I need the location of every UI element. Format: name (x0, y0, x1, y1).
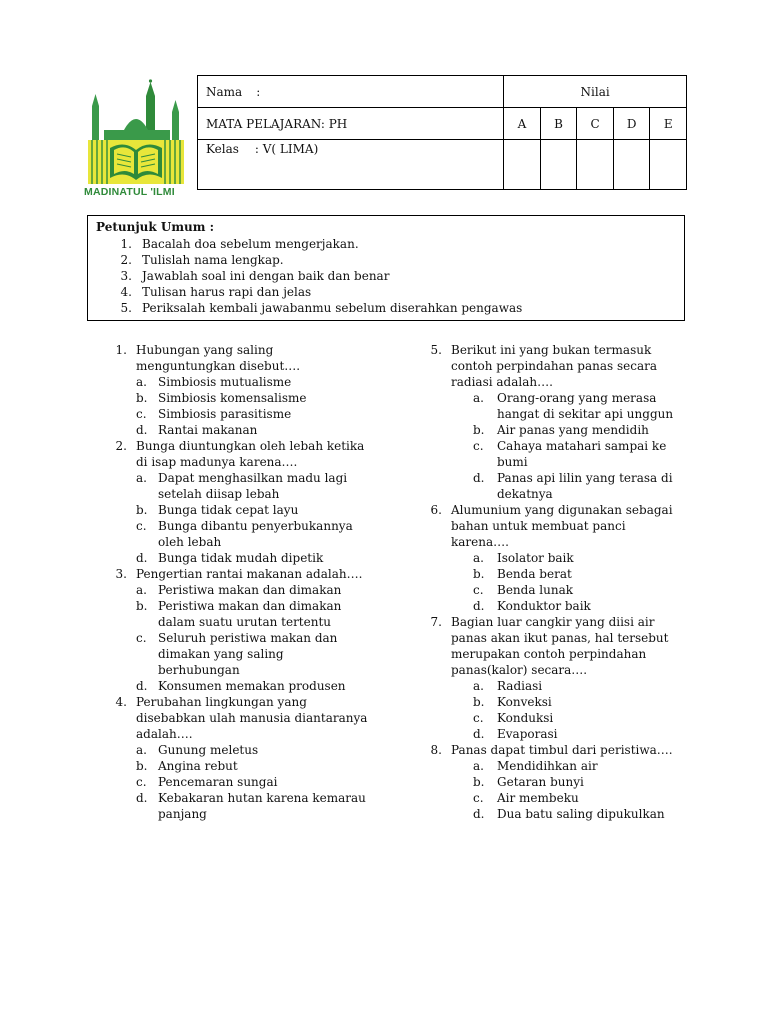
question (420, 342, 680, 502)
option-letter: b. (136, 599, 148, 613)
mosque-book-emblem-icon (84, 78, 188, 184)
grade-b: B (540, 108, 577, 140)
option-letter: d. (136, 551, 148, 565)
question (420, 742, 680, 822)
option-text: dimakan yang saling (158, 647, 284, 661)
question-number: 5. (430, 343, 442, 357)
option-text: Simbiosis mutualisme (158, 375, 292, 389)
question-text: disebabkan ulah manusia diantaranya (136, 711, 368, 725)
option-text: Bunga dibantu penyerbukannya (158, 519, 353, 533)
question-line (105, 726, 365, 742)
question-text: di isap madunya karena…. (136, 455, 298, 469)
option-text: Air membeku (497, 791, 579, 805)
option-letter: a. (136, 375, 147, 389)
option-text: Orang-orang yang merasa (497, 391, 657, 405)
answer-option (420, 582, 680, 598)
answer-option (105, 662, 365, 678)
option-text: Radiasi (497, 679, 543, 693)
score-header: Nilai (504, 76, 687, 108)
answer-option (105, 774, 365, 790)
question-text: Bagian luar cangkir yang diisi air (451, 615, 655, 629)
option-letter: b. (136, 503, 148, 517)
instruction-number: 4. (120, 285, 132, 299)
option-text: Dua batu saling dipukulkan (497, 807, 665, 821)
option-text: Benda berat (497, 567, 572, 581)
option-letter: d. (473, 471, 485, 485)
question-line (105, 454, 365, 470)
score-box-b (540, 140, 577, 190)
answer-option (420, 790, 680, 806)
option-text: Bunga tidak cepat layu (158, 503, 299, 517)
question-line (420, 518, 680, 534)
option-text: setelah diisap lebah (158, 487, 280, 501)
instruction-item (88, 284, 522, 300)
option-letter: c. (136, 631, 147, 645)
answer-option (105, 374, 365, 390)
option-text: Air panas yang mendidih (497, 423, 649, 437)
grade-d: D (613, 108, 650, 140)
answer-option (420, 694, 680, 710)
answer-option (420, 486, 680, 502)
answer-option (420, 598, 680, 614)
question-number: 6. (430, 503, 442, 517)
score-box-a (504, 140, 541, 190)
grade-c: C (577, 108, 614, 140)
question-number: 1. (115, 343, 127, 357)
general-instructions (87, 215, 685, 321)
option-text: hangat di sekitar api unggun (497, 407, 674, 421)
name-separator: : (256, 84, 261, 99)
class-label: Kelas (206, 142, 239, 156)
answer-option (105, 518, 365, 534)
option-text: Peristiwa makan dan dimakan (158, 583, 342, 597)
option-letter: d. (473, 599, 485, 613)
option-text: Konduksi (497, 711, 554, 725)
answer-option (420, 454, 680, 470)
option-text: Panas api lilin yang terasa di (497, 471, 673, 485)
option-text: Gunung meletus (158, 743, 259, 757)
option-letter: a. (473, 551, 484, 565)
score-box-d (613, 140, 650, 190)
option-letter: b. (136, 391, 148, 405)
question-line (420, 358, 680, 374)
question (420, 614, 680, 742)
answer-option (420, 566, 680, 582)
option-letter: d. (136, 791, 148, 805)
question-line (420, 614, 680, 630)
answer-option (105, 646, 365, 662)
question-text: panas akan ikut panas, hal tersebut (451, 631, 669, 645)
instruction-number: 3. (120, 269, 132, 283)
answer-option (105, 790, 365, 806)
option-letter: c. (473, 791, 484, 805)
class-value: : V( LIMA) (254, 142, 319, 156)
instruction-item (88, 268, 522, 284)
answer-option (105, 534, 365, 550)
option-text: berhubungan (158, 663, 240, 677)
option-text: Seluruh peristiwa makan dan (158, 631, 338, 645)
option-text: Rantai makanan (158, 423, 258, 437)
question (420, 502, 680, 614)
option-text: bumi (497, 455, 528, 469)
question-line (105, 358, 365, 374)
instruction-item (88, 236, 522, 252)
option-letter: a. (136, 471, 147, 485)
option-text: Konsumen memakan produsen (158, 679, 346, 693)
subject-cell: MATA PELAJARAN: PH (198, 108, 504, 140)
answer-option (420, 550, 680, 566)
question-text: Alumunium yang digunakan sebagai (451, 503, 673, 517)
question-line (105, 342, 365, 358)
option-letter: c. (473, 583, 484, 597)
option-text: Cahaya matahari sampai ke (497, 439, 667, 453)
option-letter: c. (136, 775, 147, 789)
instruction-item (88, 300, 522, 316)
question-line (420, 662, 680, 678)
option-text: Kebakaran hutan karena kemarau (158, 791, 366, 805)
option-text: Getaran bunyi (497, 775, 584, 789)
instruction-text: Bacalah doa sebelum mengerjakan. (142, 237, 359, 251)
answer-option (105, 614, 365, 630)
option-letter: a. (136, 583, 147, 597)
option-letter: c. (473, 439, 484, 453)
student-info-table (197, 75, 687, 190)
answer-option (420, 806, 680, 822)
answer-option (420, 678, 680, 694)
answer-option (105, 598, 365, 614)
answer-option (105, 582, 365, 598)
option-text: Isolator baik (497, 551, 574, 565)
answer-option (105, 422, 365, 438)
question-text: Panas dapat timbul dari peristiwa…. (451, 743, 673, 757)
instruction-text: Tulisan harus rapi dan jelas (142, 285, 312, 299)
question-text: merupakan contoh perpindahan (451, 647, 647, 661)
option-text: Simbiosis komensalisme (158, 391, 307, 405)
answer-option (105, 390, 365, 406)
score-box-c (577, 140, 614, 190)
option-text: Bunga tidak mudah dipetik (158, 551, 324, 565)
answer-option (105, 486, 365, 502)
question-line (420, 646, 680, 662)
school-logo (84, 78, 188, 204)
questions-left-column (105, 342, 368, 822)
option-letter: a. (473, 759, 484, 773)
question-line (420, 374, 680, 390)
option-letter: c. (136, 407, 147, 421)
question-text: Berikut ini yang bukan termasuk (451, 343, 652, 357)
answer-option (105, 502, 365, 518)
class-cell (198, 140, 504, 190)
answer-option (105, 806, 365, 822)
option-letter: b. (473, 567, 485, 581)
question (105, 342, 365, 438)
option-letter: b. (473, 775, 485, 789)
question-number: 8. (430, 743, 442, 757)
instruction-number: 5. (120, 301, 132, 315)
option-letter: d. (473, 807, 485, 821)
answer-option (420, 406, 680, 422)
answer-option (420, 438, 680, 454)
option-letter: b. (136, 759, 148, 773)
answer-option (105, 630, 365, 646)
option-text: Konveksi (497, 695, 552, 709)
question-line (420, 630, 680, 646)
question-text: Bunga diuntungkan oleh lebah ketika (136, 439, 365, 453)
question-line (105, 694, 365, 710)
option-letter: a. (136, 743, 147, 757)
instruction-number: 1. (120, 237, 132, 251)
answer-option (105, 742, 365, 758)
instruction-text: Periksalah kembali jawabanmu sebelum diserahkan pengawas (142, 301, 523, 315)
score-box-e (650, 140, 687, 190)
instruction-text: Tulislah nama lengkap. (142, 253, 284, 267)
question-text: radiasi adalah…. (451, 375, 553, 389)
question-text: adalah…. (136, 727, 193, 741)
question-line (105, 710, 368, 726)
option-text: Angina rebut (158, 759, 238, 773)
option-letter: d. (136, 679, 148, 693)
answer-option (420, 774, 680, 790)
question-text: menguntungkan disebut…. (136, 359, 301, 373)
option-text: Dapat menghasilkan madu lagi (158, 471, 348, 485)
question-number: 2. (115, 439, 127, 453)
grade-e: E (650, 108, 687, 140)
name-cell (198, 76, 504, 108)
answer-option (420, 726, 680, 742)
question-number: 7. (430, 615, 442, 629)
question-text: Pengertian rantai makanan adalah…. (136, 567, 363, 581)
option-text: Peristiwa makan dan dimakan (158, 599, 342, 613)
question-line (420, 502, 680, 518)
grade-a: A (504, 108, 541, 140)
option-letter: b. (473, 695, 485, 709)
option-letter: a. (473, 391, 484, 405)
logo-text: MADINATUL 'ILMI (84, 186, 175, 198)
answer-option (105, 758, 365, 774)
instruction-item (88, 252, 522, 268)
question-text: panas(kalor) secara…. (451, 663, 588, 677)
option-text: Pencemaran sungai (158, 775, 278, 789)
answer-option (420, 470, 680, 486)
instructions-title: Petunjuk Umum : (96, 220, 215, 234)
answer-option (420, 758, 680, 774)
question-line (420, 742, 680, 758)
name-label: Nama (206, 84, 243, 99)
answer-option (105, 550, 365, 566)
option-letter: d. (473, 727, 485, 741)
question-line (420, 342, 680, 358)
question-text: Perubahan lingkungan yang (136, 695, 307, 709)
option-text: oleh lebah (158, 535, 222, 549)
option-text: dekatnya (497, 487, 553, 501)
option-letter: c. (136, 519, 147, 533)
question-line (420, 534, 680, 550)
option-text: Mendidihkan air (497, 759, 598, 773)
option-text: Benda lunak (497, 583, 574, 597)
answer-option (105, 406, 365, 422)
answer-option (105, 678, 365, 694)
question-text: Hubungan yang saling (136, 343, 274, 357)
instruction-number: 2. (120, 253, 132, 267)
question-number: 3. (115, 567, 127, 581)
answer-option (420, 422, 680, 438)
option-text: panjang (158, 807, 207, 821)
instruction-text: Jawablah soal ini dengan baik dan benar (142, 269, 390, 283)
question-text: bahan untuk membuat panci (451, 519, 626, 533)
option-text: Simbiosis parasitisme (158, 407, 292, 421)
question (105, 694, 368, 822)
instructions-list (88, 236, 522, 316)
question (105, 566, 365, 694)
answer-option (105, 470, 365, 486)
option-text: dalam suatu urutan tertentu (158, 615, 332, 629)
option-text: Evaporasi (497, 727, 558, 741)
question-line (105, 438, 365, 454)
answer-option (420, 390, 680, 406)
question-line (105, 566, 365, 582)
question-text: contoh perpindahan panas secara (451, 359, 658, 373)
questions-right-column (420, 342, 680, 822)
option-letter: d. (136, 423, 148, 437)
answer-option (420, 710, 680, 726)
question-number: 4. (115, 695, 127, 709)
question-text: karena…. (451, 535, 509, 549)
option-text: Konduktor baik (497, 599, 591, 613)
option-letter: c. (473, 711, 484, 725)
option-letter: a. (473, 679, 484, 693)
option-letter: b. (473, 423, 485, 437)
question (105, 438, 365, 566)
